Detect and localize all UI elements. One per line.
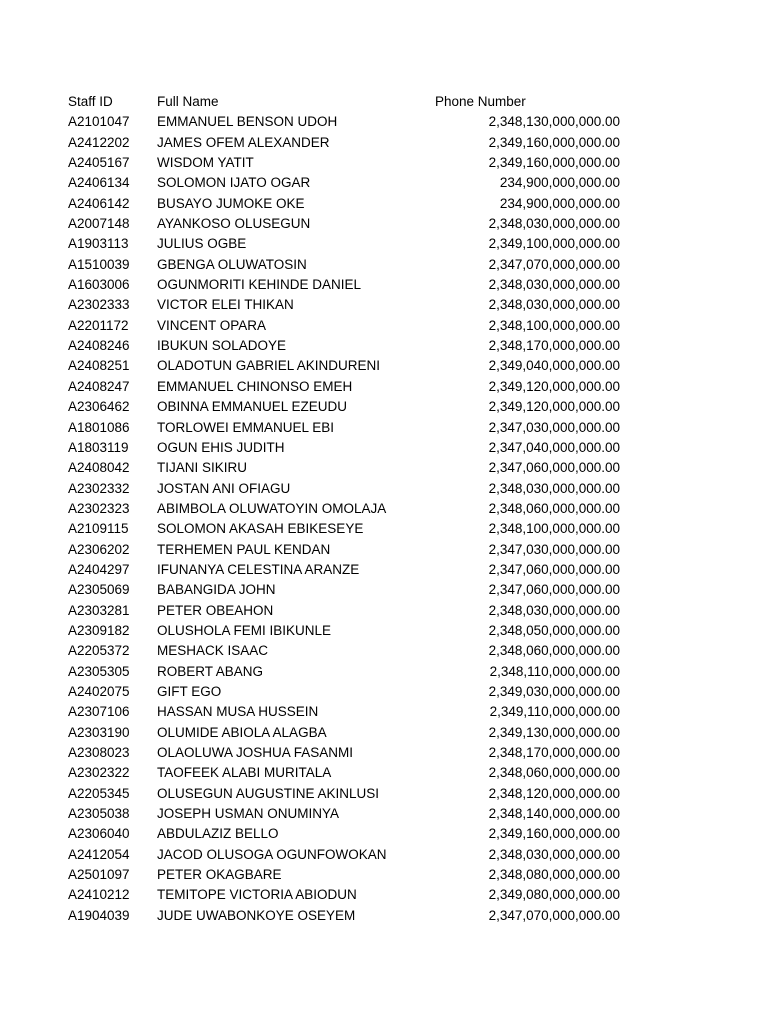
full-name-cell: EMMANUEL BENSON UDOH <box>157 114 338 130</box>
table-row <box>0 479 768 499</box>
phone-number-cell: 234,900,000,000.00 <box>499 195 620 211</box>
phone-number-cell: 2,349,030,000,000.00 <box>488 683 620 699</box>
phone-number-cell: 2,348,050,000,000.00 <box>488 622 620 638</box>
header-phone-number: Phone Number <box>435 94 526 109</box>
staff-id-cell: A1603006 <box>68 277 130 293</box>
header-staff-id: Staff ID <box>68 94 113 109</box>
staff-id-cell: A2408246 <box>68 338 130 354</box>
full-name-cell: SOLOMON AKASAH EBIKESEYE <box>157 521 364 537</box>
full-name-cell: OLUMIDE ABIOLA ALAGBA <box>157 724 327 740</box>
table-row <box>0 418 768 438</box>
table-row <box>0 804 768 824</box>
staff-id-cell: A2305069 <box>68 582 130 598</box>
full-name-cell: VICTOR ELEI THIKAN <box>157 297 294 313</box>
table-row <box>0 214 768 234</box>
full-name-cell: BABANGIDA JOHN <box>157 582 276 598</box>
full-name-cell: OLAOLUWA JOSHUA FASANMI <box>157 745 354 760</box>
staff-id-cell: A1904039 <box>68 907 130 923</box>
table-row <box>0 580 768 600</box>
table-row <box>0 234 768 254</box>
phone-number-cell: 2,348,060,000,000.00 <box>488 765 620 781</box>
staff-id-cell: A2302332 <box>68 480 130 496</box>
table-row <box>0 784 768 804</box>
phone-number-cell: 2,349,160,000,000.00 <box>488 134 620 150</box>
table-row <box>0 763 768 783</box>
table-body <box>0 112 768 926</box>
full-name-cell: TAOFEEK ALABI MURITALA <box>157 765 332 781</box>
full-name-cell: JULIUS OGBE <box>157 236 247 252</box>
header-full-name: Full Name <box>157 94 219 109</box>
table-row <box>0 173 768 193</box>
table-row <box>0 845 768 865</box>
table-row <box>0 255 768 275</box>
full-name-cell: WISDOM YATIT <box>157 155 254 171</box>
table-header-row <box>0 92 768 112</box>
table-row <box>0 702 768 722</box>
staff-id-cell: A2405167 <box>68 155 130 171</box>
full-name-cell: IBUKUN SOLADOYE <box>157 338 287 354</box>
staff-id-cell: A2307106 <box>68 704 130 720</box>
staff-id-cell: A2402075 <box>68 683 130 699</box>
staff-id-cell: A1803119 <box>68 439 129 455</box>
full-name-cell: JUDE UWABONKOYE OSEYEM <box>157 907 356 923</box>
phone-number-cell: 2,348,140,000,000.00 <box>488 806 620 822</box>
full-name-cell: OLADOTUN GABRIEL AKINDURENI <box>157 358 381 374</box>
full-name-cell: EMMANUEL CHINONSO EMEH <box>157 378 353 394</box>
phone-number-cell: 2,348,030,000,000.00 <box>488 846 620 862</box>
full-name-cell: TORLOWEI EMMANUEL EBI <box>157 419 335 435</box>
table-row <box>0 499 768 519</box>
staff-id-cell: A1903113 <box>68 236 129 252</box>
phone-number-cell: 2,349,120,000,000.00 <box>488 378 620 394</box>
staff-id-cell: A2306040 <box>68 826 130 842</box>
staff-id-cell: A1801086 <box>68 419 130 435</box>
table-row <box>0 295 768 315</box>
phone-number-cell: 2,349,160,000,000.00 <box>488 826 620 842</box>
phone-number-cell: 2,348,120,000,000.00 <box>488 785 620 801</box>
table-row <box>0 153 768 173</box>
full-name-cell: TEMITOPE VICTORIA ABIODUN <box>157 887 357 903</box>
table-row <box>0 743 768 763</box>
table-row <box>0 112 768 132</box>
staff-id-cell: A2408042 <box>68 460 130 476</box>
staff-id-cell: A2309182 <box>68 622 130 638</box>
staff-id-cell: A2501097 <box>68 867 130 883</box>
table-row <box>0 356 768 376</box>
phone-number-cell: 2,348,170,000,000.00 <box>488 338 620 354</box>
staff-id-cell: A2308023 <box>68 745 130 760</box>
table-row <box>0 397 768 417</box>
full-name-cell: BUSAYO JUMOKE OKE <box>157 195 305 211</box>
phone-number-cell: 2,349,040,000,000.00 <box>488 358 620 374</box>
phone-number-cell: 2,348,170,000,000.00 <box>488 745 620 760</box>
table-row <box>0 194 768 214</box>
full-name-cell: IFUNANYA CELESTINA ARANZE <box>157 561 360 577</box>
phone-number-cell: 2,349,100,000,000.00 <box>488 236 620 252</box>
full-name-cell: GBENGA OLUWATOSIN <box>157 256 307 272</box>
table-row <box>0 377 768 397</box>
full-name-cell: ABIMBOLA OLUWATOYIN OMOLAJA <box>157 500 387 516</box>
staff-id-cell: A2303190 <box>68 724 130 740</box>
table-row <box>0 560 768 580</box>
full-name-cell: ABDULAZIZ BELLO <box>157 826 279 842</box>
table-row <box>0 133 768 153</box>
phone-number-cell: 2,348,100,000,000.00 <box>488 521 620 537</box>
staff-id-cell: A2412202 <box>68 134 130 150</box>
staff-table <box>0 92 768 926</box>
staff-id-cell: A2406142 <box>68 195 130 211</box>
staff-id-cell: A2408247 <box>68 378 130 394</box>
phone-number-cell: 2,348,030,000,000.00 <box>488 277 620 293</box>
table-row <box>0 540 768 560</box>
phone-number-cell: 2,348,030,000,000.00 <box>488 297 620 313</box>
table-row <box>0 865 768 885</box>
staff-id-cell: A2306202 <box>68 541 130 557</box>
phone-number-cell: 2,349,080,000,000.00 <box>488 887 620 903</box>
table-row <box>0 336 768 356</box>
table-row <box>0 906 768 926</box>
phone-number-cell: 2,347,040,000,000.00 <box>488 439 620 455</box>
staff-id-cell: A2007148 <box>68 216 130 232</box>
table-row <box>0 275 768 295</box>
full-name-cell: OGUN EHIS JUDITH <box>157 439 285 455</box>
phone-number-cell: 2,347,060,000,000.00 <box>488 561 620 577</box>
staff-id-cell: A2303281 <box>68 602 130 618</box>
full-name-cell: PETER OKAGBARE <box>157 867 282 883</box>
full-name-cell: PETER OBEAHON <box>157 602 274 618</box>
full-name-cell: MESHACK ISAAC <box>157 643 269 659</box>
full-name-cell: AYANKOSO OLUSEGUN <box>157 216 311 232</box>
phone-number-cell: 2,348,100,000,000.00 <box>488 317 620 333</box>
full-name-cell: TIJANI SIKIRU <box>157 460 248 476</box>
full-name-cell: TERHEMEN PAUL KENDAN <box>157 541 331 557</box>
full-name-cell: SOLOMON IJATO OGAR <box>157 175 311 191</box>
phone-number-cell: 2,347,030,000,000.00 <box>488 419 620 435</box>
full-name-cell: JAMES OFEM ALEXANDER <box>157 134 330 150</box>
staff-id-cell: A2305038 <box>68 806 130 822</box>
table-row <box>0 885 768 905</box>
full-name-cell: JOSEPH USMAN ONUMINYA <box>157 806 340 822</box>
staff-id-cell: A2205372 <box>68 643 130 659</box>
phone-number-cell: 2,347,060,000,000.00 <box>488 460 620 476</box>
full-name-cell: HASSAN MUSA HUSSEIN <box>157 704 319 720</box>
table-row <box>0 824 768 844</box>
phone-number-cell: 2,348,060,000,000.00 <box>488 643 620 659</box>
phone-number-cell: 234,900,000,000.00 <box>499 175 620 191</box>
staff-id-cell: A2406134 <box>68 175 130 191</box>
table-row <box>0 316 768 336</box>
staff-id-cell: A2201172 <box>68 317 129 333</box>
staff-id-cell: A1510039 <box>68 256 130 272</box>
phone-number-cell: 2,348,110,000,000.00 <box>489 663 620 679</box>
table-row <box>0 682 768 702</box>
phone-number-cell: 2,349,160,000,000.00 <box>488 155 620 171</box>
phone-number-cell: 2,349,110,000,000.00 <box>489 704 620 720</box>
phone-number-cell: 2,348,030,000,000.00 <box>488 602 620 618</box>
full-name-cell: OLUSEGUN AUGUSTINE AKINLUSI <box>157 785 380 801</box>
staff-id-cell: A2305305 <box>68 663 130 679</box>
full-name-cell: ROBERT ABANG <box>157 663 264 679</box>
table-row <box>0 458 768 478</box>
phone-number-cell: 2,348,060,000,000.00 <box>488 500 620 516</box>
full-name-cell: JOSTAN ANI OFIAGU <box>157 480 291 496</box>
staff-id-cell: A2412054 <box>68 846 130 862</box>
full-name-cell: OBINNA EMMANUEL EZEUDU <box>157 399 348 415</box>
phone-number-cell: 2,348,030,000,000.00 <box>488 480 620 496</box>
staff-id-cell: A2205345 <box>68 785 130 801</box>
table-row <box>0 621 768 641</box>
staff-id-cell: A2408251 <box>68 358 130 374</box>
table-row <box>0 438 768 458</box>
table-row <box>0 662 768 682</box>
table-row <box>0 723 768 743</box>
phone-number-cell: 2,348,030,000,000.00 <box>488 216 620 232</box>
phone-number-cell: 2,349,120,000,000.00 <box>488 399 620 415</box>
phone-number-cell: 2,347,060,000,000.00 <box>488 582 620 598</box>
phone-number-cell: 2,347,070,000,000.00 <box>488 907 620 923</box>
full-name-cell: OGUNMORITI KEHINDE DANIEL <box>157 277 362 293</box>
staff-id-cell: A2302323 <box>68 500 130 516</box>
staff-id-cell: A2306462 <box>68 399 130 415</box>
table-row <box>0 641 768 661</box>
phone-number-cell: 2,349,130,000,000.00 <box>488 724 620 740</box>
full-name-cell: JACOD OLUSOGA OGUNFOWOKAN <box>157 846 387 862</box>
phone-number-cell: 2,348,080,000,000.00 <box>488 867 620 883</box>
full-name-cell: GIFT EGO <box>157 683 222 699</box>
staff-id-cell: A2302333 <box>68 297 130 313</box>
phone-number-cell: 2,348,130,000,000.00 <box>488 114 620 130</box>
full-name-cell: OLUSHOLA FEMI IBIKUNLE <box>157 622 332 638</box>
table-row <box>0 519 768 539</box>
full-name-cell: VINCENT OPARA <box>157 317 267 333</box>
table-row <box>0 601 768 621</box>
staff-id-cell: A2410212 <box>68 887 130 903</box>
staff-id-cell: A2404297 <box>68 561 130 577</box>
phone-number-cell: 2,347,070,000,000.00 <box>488 256 620 272</box>
staff-id-cell: A2302322 <box>68 765 130 781</box>
staff-id-cell: A2109115 <box>68 521 129 537</box>
phone-number-cell: 2,347,030,000,000.00 <box>488 541 620 557</box>
staff-id-cell: A2101047 <box>68 114 130 130</box>
